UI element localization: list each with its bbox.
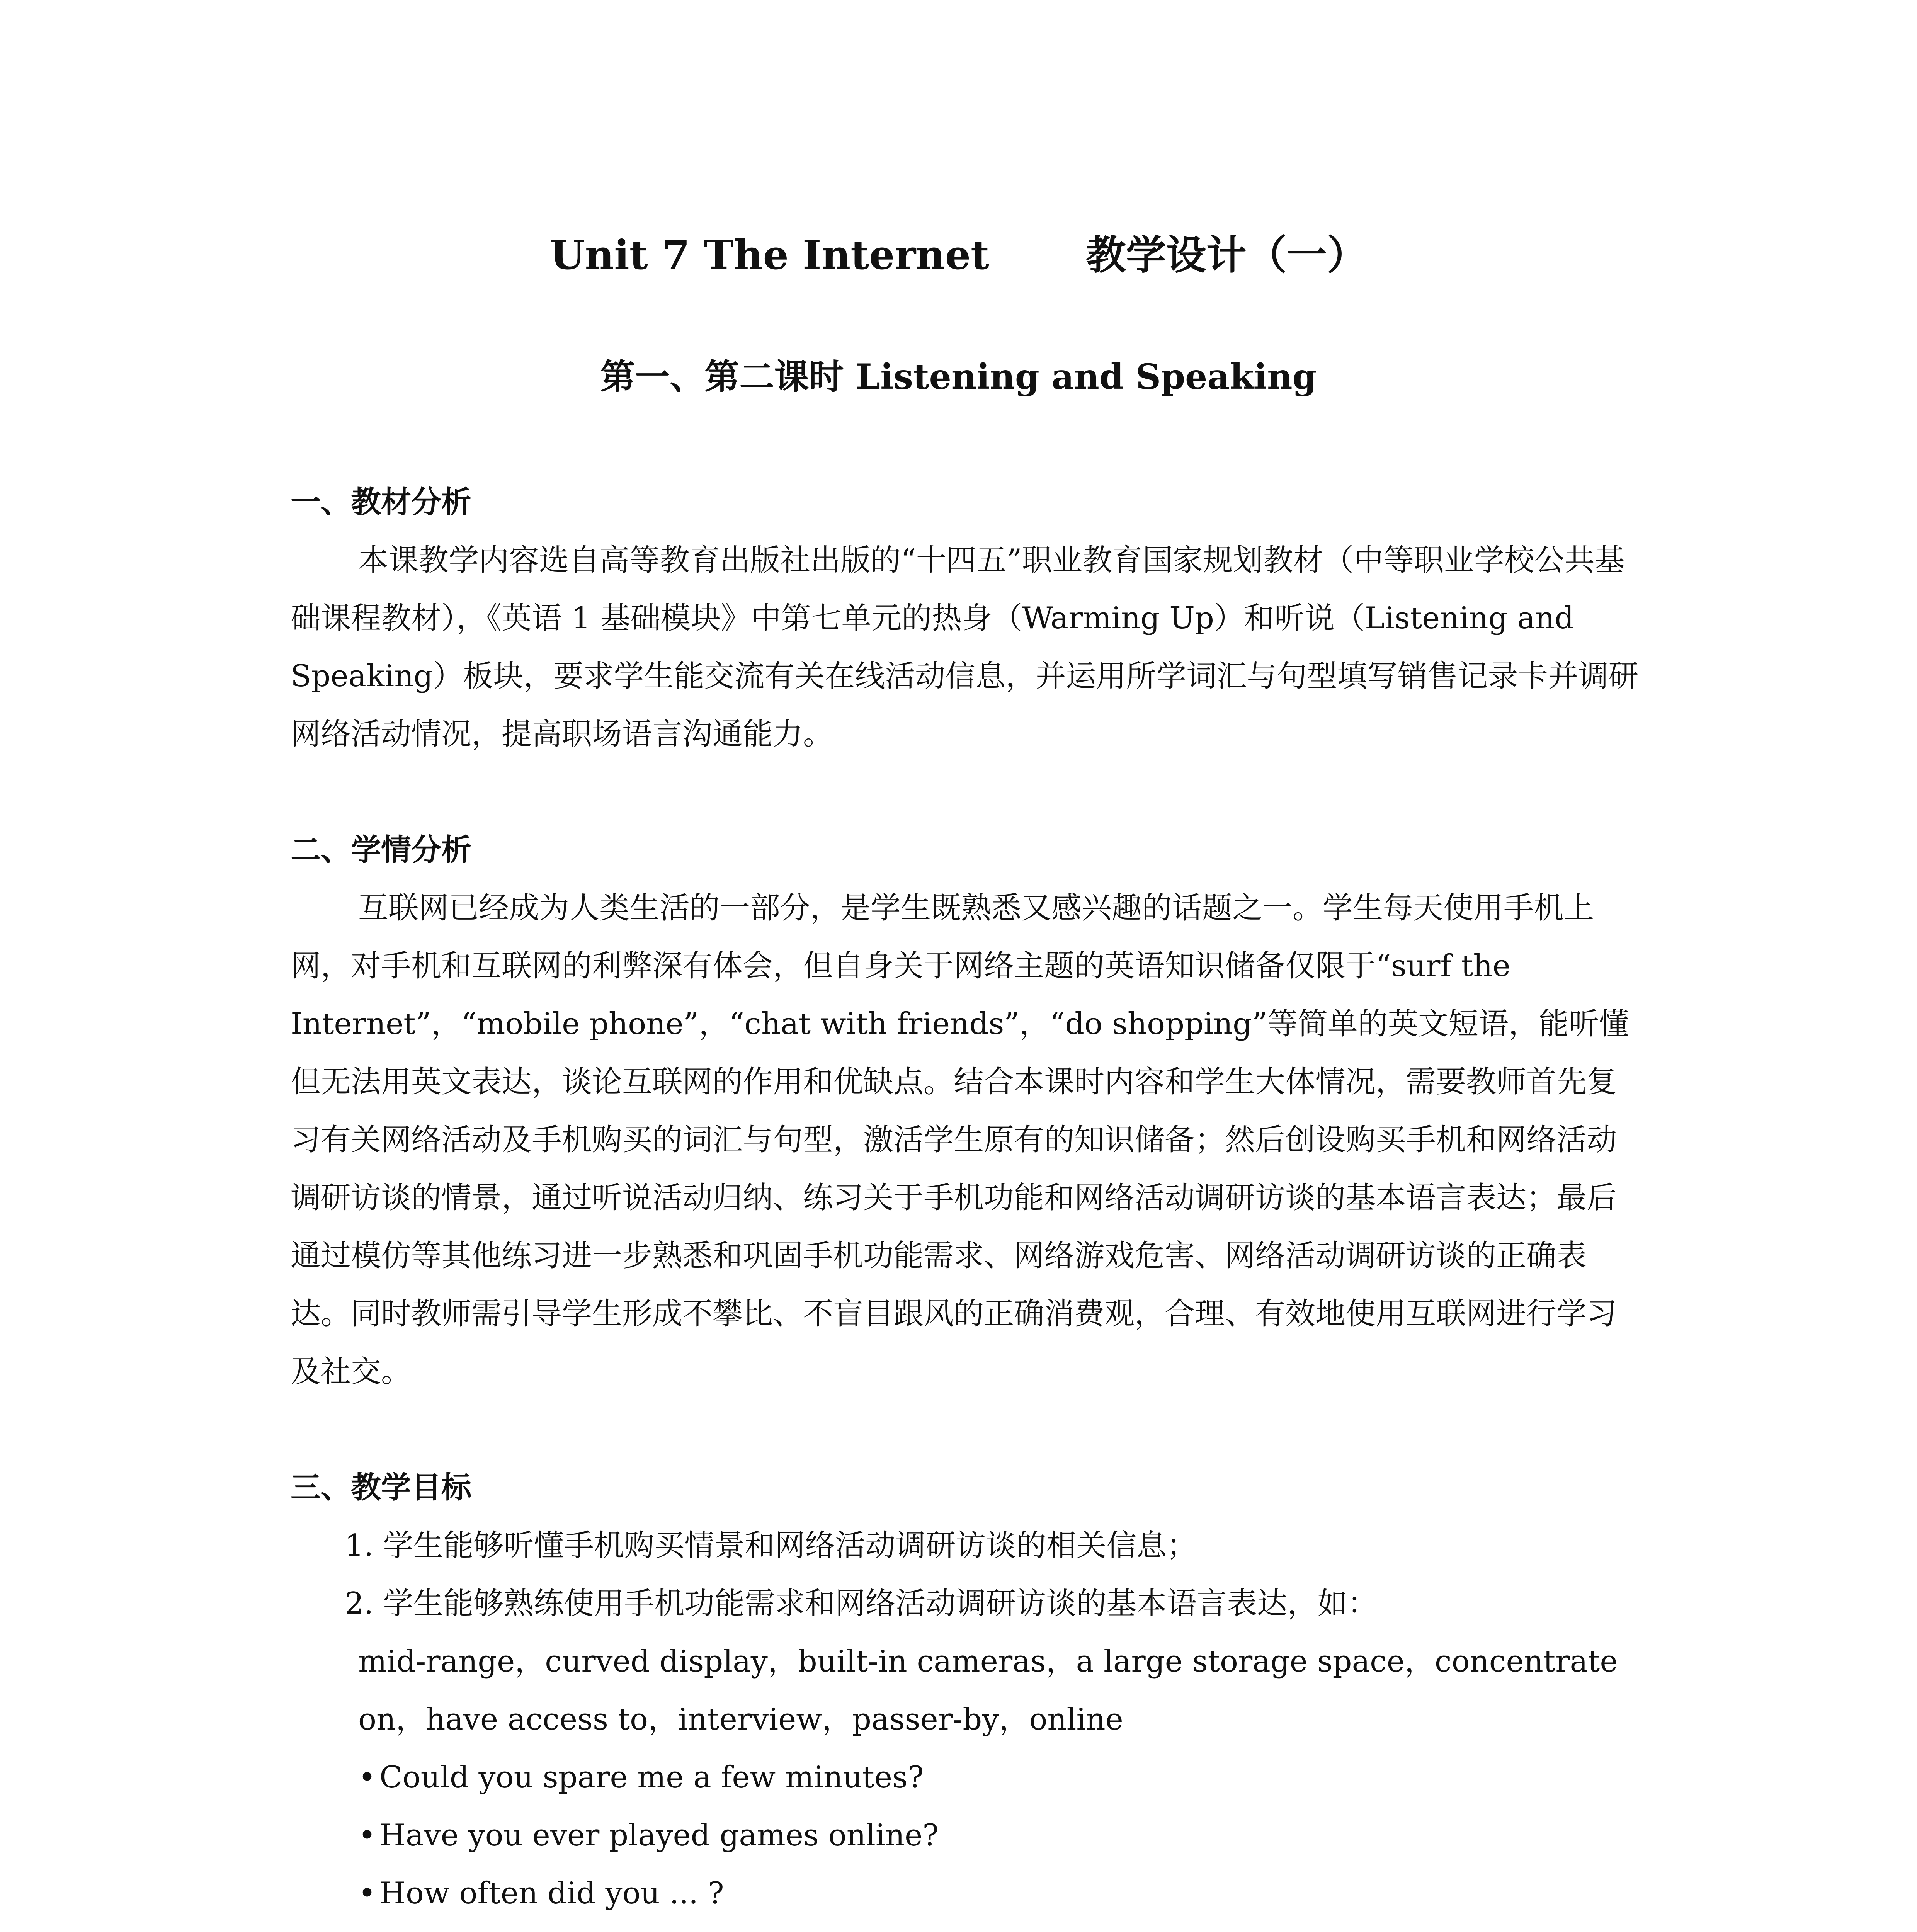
title-chinese: 教学设计（一） — [1086, 231, 1368, 279]
list-item — [291, 1864, 1643, 1922]
bullet-text: How often did you ... ? — [379, 1876, 724, 1911]
list-item — [291, 1806, 1643, 1864]
title-english: Unit 7 The Internet — [549, 231, 990, 279]
spacer — [291, 763, 1643, 821]
bullet-icon — [358, 1922, 379, 1932]
document-subtitle: 第一、第二课时 Listening and Speaking — [600, 356, 1317, 397]
document-body — [291, 473, 1643, 1932]
bullet-text: Have you ever played games online? — [379, 1818, 939, 1853]
list-item — [291, 1922, 1643, 1932]
list-item — [291, 1748, 1643, 1806]
objective-2-vocabulary: mid-range，curved display，built-in cameras，a large storage space，concentrate on，have access to，interview，passer-by，online — [358, 1644, 1618, 1737]
document-title — [0, 228, 1917, 282]
bullet-icon: • — [358, 1818, 376, 1853]
objective-1: 1. 学生能够听懂手机购买情景和网络活动调研访谈的相关信息； — [345, 1528, 1197, 1563]
section-heading-student-analysis: 二、学情分析 — [291, 832, 472, 867]
paragraph-textbook-analysis: 本课教学内容选自高等教育出版社出版的“十四五”职业教育国家规划教材（中等职业学校公共基础课程教材），《英语 1 基础模块》中第七单元的热身（Warming Up）和听说（Listening and Speaking）板块，要求学生能交流有关在线活动信息，并运用所学词汇与句型填写销售记录卡并调研网络活动情况，提高职场语言沟通能力。 — [291, 543, 1639, 752]
bullet-text: Could you spare me a few minutes? — [379, 1760, 924, 1795]
paragraph-student-analysis: 互联网已经成为人类生活的一部分，是学生既熟悉又感兴趣的话题之一。学生每天使用手机上网，对手机和互联网的利弊深有体会，但自身关于网络主题的英语知识储备仅限于“surf the Internet”，“mobile phone”，“chat with friends”，“do shopping”等简单的英文短语，能听懂但无法用英文表达，谈论互联网的作用和优缺点。结合本课时内容和学生大体情况，需要教师首先复习有关网络活动及手机购买的词汇与句型，激活学生原有的知识储备；然后创设购买手机和网络活动调研访谈的情景，通过听说活动归纳、练习关于手机功能和网络活动调研访谈的基本语言表达；最后通过模仿等其他练习进一步熟悉和巩固手机功能需求、网络游戏危害、网络活动调研访谈的正确表达。同时教师需引导学生形成不攀比、不盲目跟风的正确消费观，合理、有效地使用互联网进行学习及社交。 — [291, 891, 1629, 1389]
objective-2: 2. 学生能够熟练使用手机功能需求和网络活动调研访谈的基本语言表达，如： — [345, 1586, 1378, 1621]
section-heading-textbook-analysis: 一、教材分析 — [291, 485, 472, 520]
section-heading-teaching-objectives: 三、教学目标 — [291, 1470, 472, 1505]
spacer — [291, 1401, 1643, 1459]
bullet-icon: • — [358, 1760, 376, 1795]
bullet-icon: • — [358, 1876, 376, 1911]
